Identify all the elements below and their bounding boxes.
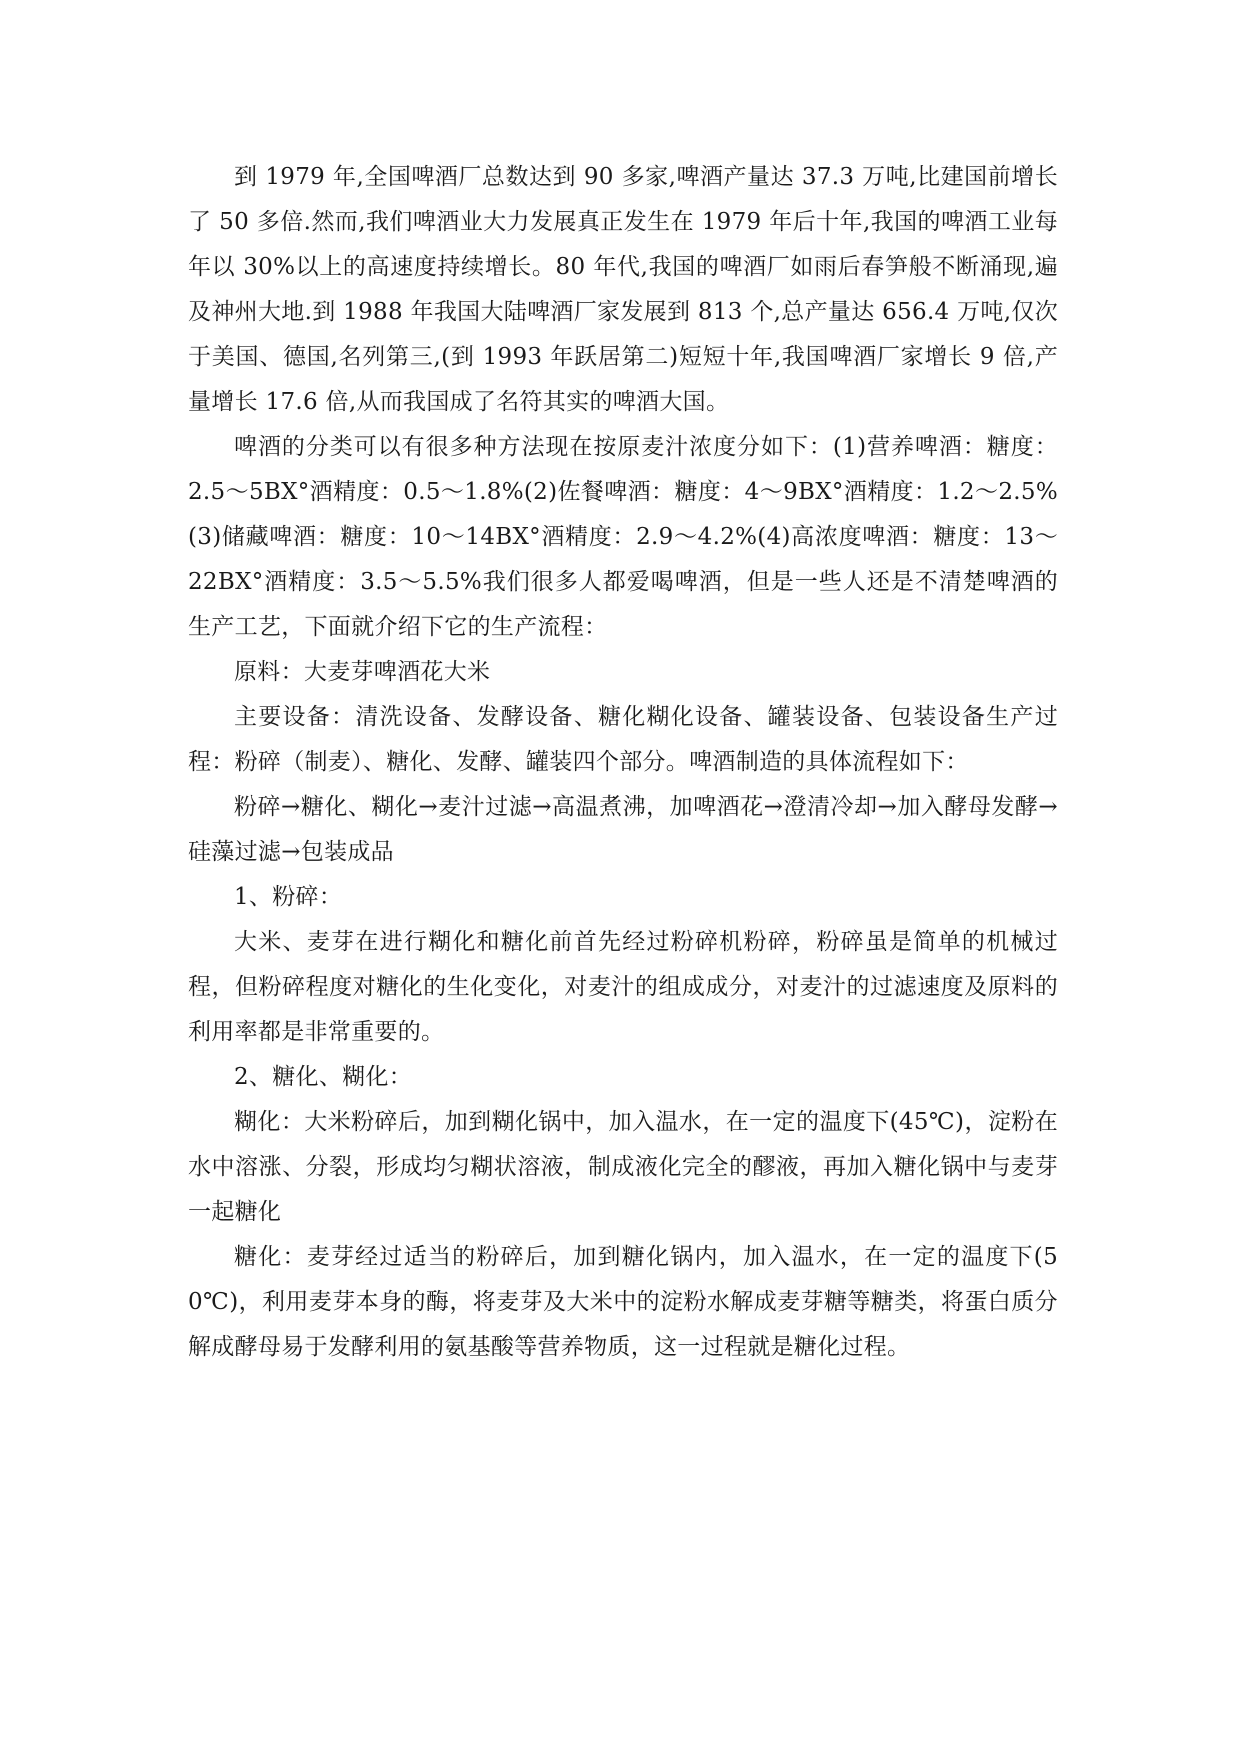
heading-crushing: 1、粉碎：: [234, 884, 343, 910]
paragraph-raw-materials: 原料：大麦芽啤酒花大米: [234, 659, 491, 685]
paragraph-crushing: 大米、麦芽在进行糊化和糖化前首先经过粉碎机粉碎，粉碎虽是简单的机械过程，但粉碎程度对糖化的生化变化，对麦汁的组成成分，对麦汁的过滤速度及原料的利用率都是非常重要的。: [188, 929, 1058, 1045]
paragraph-saccharification: 糖化：麦芽经过适当的粉碎后，加到糖化锅内，加入温水，在一定的温度下(50℃)，利用麦芽本身的酶，将麦芽及大米中的淀粉水解成麦芽糖等糖类，将蛋白质分解成酵母易于发酵利用的氨基酸等营养物质，这一过程就是糖化过程。: [188, 1244, 1058, 1360]
heading-saccharification-gelatinization: 2、糖化、糊化：: [234, 1064, 413, 1090]
paragraph-gelatinization: 糊化：大米粉碎后，加到糊化锅中，加入温水，在一定的温度下(45℃)，淀粉在水中溶涨、分裂，形成均匀糊状溶液，制成液化完全的醪液，再加入糖化锅中与麦芽一起糖化: [188, 1109, 1058, 1225]
paragraph-process-flow: 粉碎→糖化、糊化→麦汁过滤→高温煮沸，加啤酒花→澄清冷却→加入酵母发酵→硅藻过滤→包装成品: [188, 794, 1058, 865]
paragraph-beer-industry-history: 到 1979 年,全国啤酒厂总数达到 90 多家,啤酒产量达 37.3 万吨,比建国前增长了 50 多倍.然而,我们啤酒业大力发展真正发生在 1979 年后十年,我国的啤酒工业每年以 30%以上的高速度持续增长。80 年代,我国的啤酒厂如雨后春笋般不断涌现,遍及神州大地.到 1988 年我国大陆啤酒厂家发展到 813 个,总产量达 656.4 万吨,仅次于美国、德国,名列第三,(到 1993 年跃居第二)短短十年,我国啤酒厂家增长 9 倍,产量增长 17.6 倍,从而我国成了名符其实的啤酒大国。: [188, 164, 1058, 415]
paragraph-beer-classification: 啤酒的分类可以有很多种方法现在按原麦汁浓度分如下：(1)营养啤酒：糖度：2.5～5BX°酒精度：0.5～1.8%(2)佐餐啤酒：糖度：4～9BX°酒精度：1.2～2.5%(3)储藏啤酒：糖度：10～14BX°酒精度：2.9～4.2%(4)高浓度啤酒：糖度：13～22BX°酒精度：3.5～5.5%我们很多人都爱喝啤酒，但是一些人还是不清楚啤酒的生产工艺，下面就介绍下它的生产流程：: [188, 434, 1058, 640]
document-body: [188, 155, 1058, 1370]
paragraph-main-equipment: 主要设备：清洗设备、发酵设备、糖化糊化设备、罐装设备、包装设备生产过程：粉碎（制麦）、糖化、发酵、罐装四个部分。啤酒制造的具体流程如下：: [188, 704, 1058, 775]
